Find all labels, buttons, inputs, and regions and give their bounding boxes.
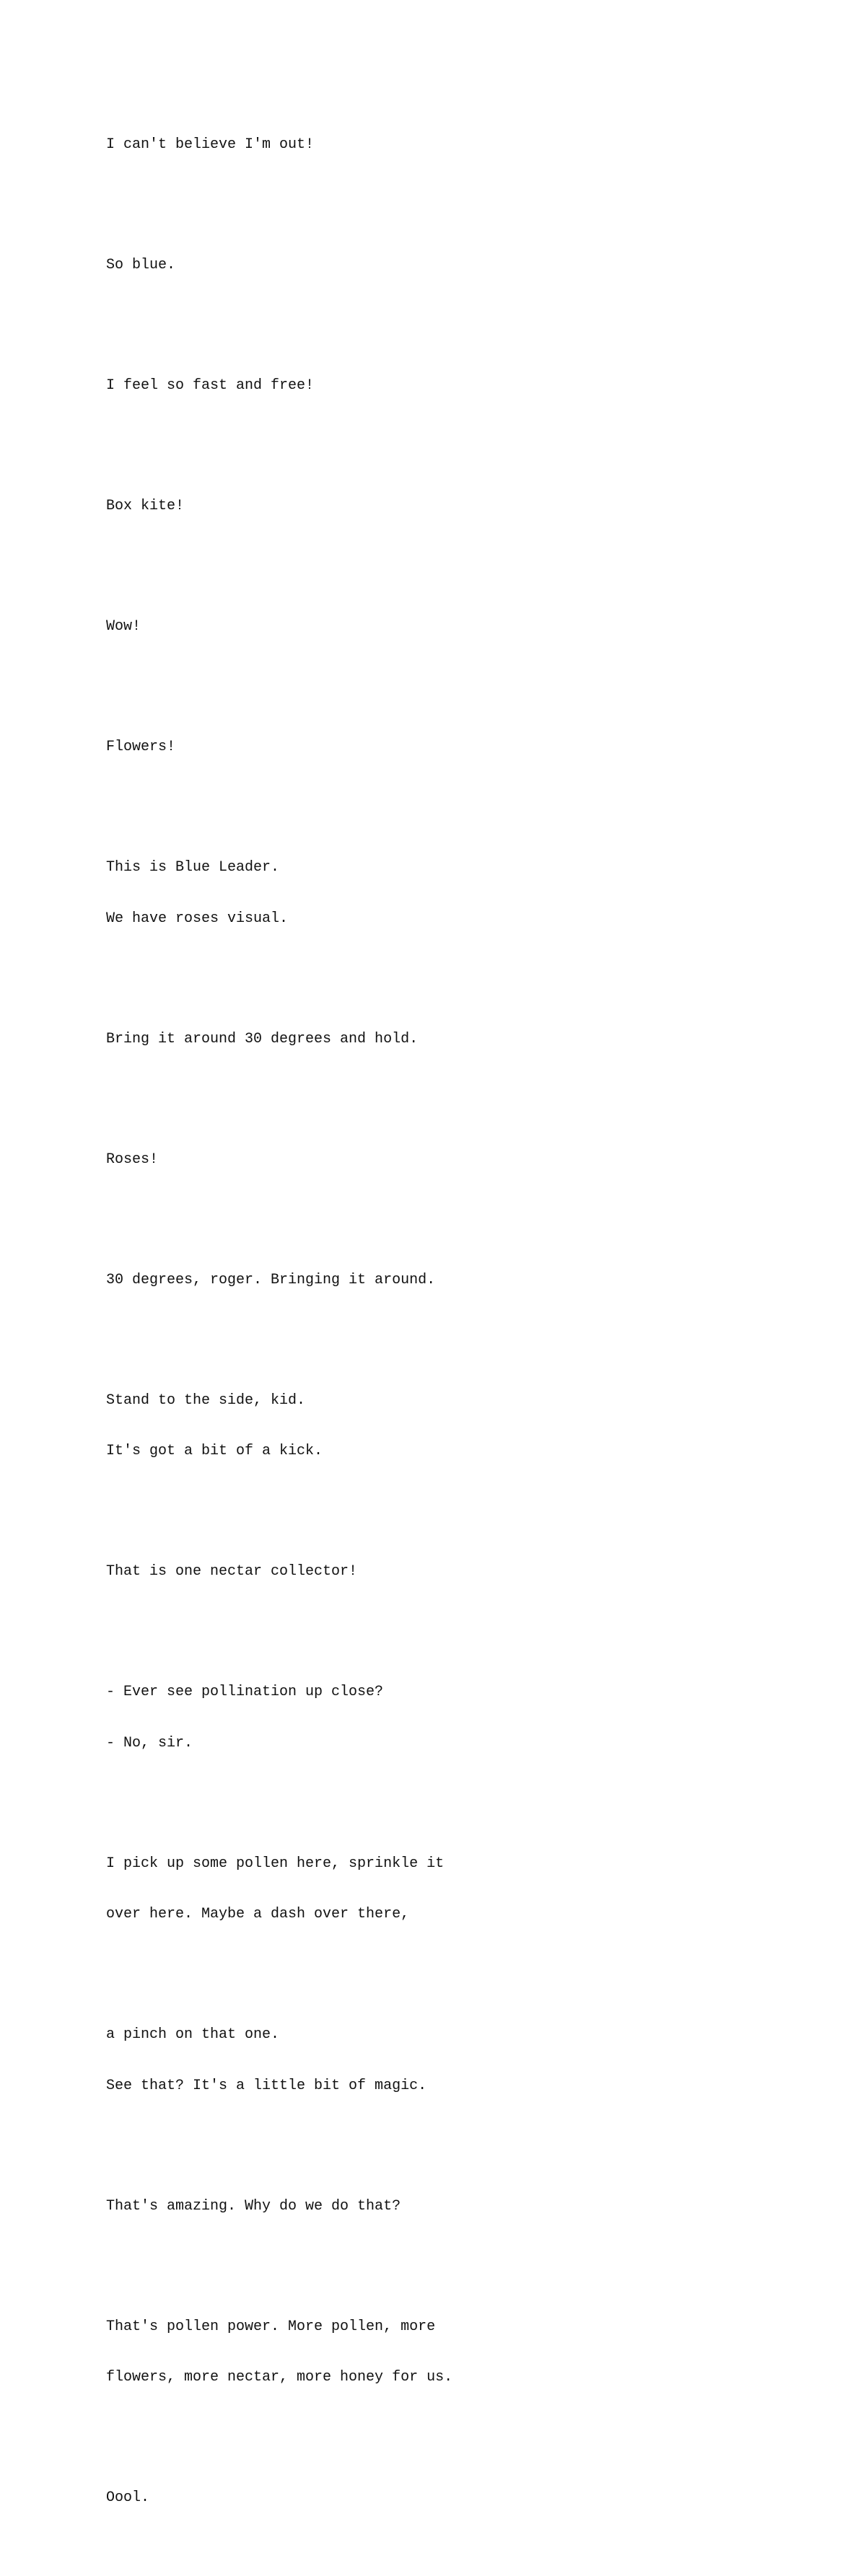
dialogue-line: a pinch on that one. bbox=[106, 2026, 280, 2043]
dialogue-block bbox=[106, 825, 756, 961]
dialogue-line: So blue. bbox=[106, 257, 176, 273]
dialogue-block bbox=[106, 1529, 756, 1614]
dialogue-block bbox=[106, 2285, 756, 2420]
dialogue-block bbox=[106, 1238, 756, 1323]
dialogue-line: That's amazing. Why do we do that? bbox=[106, 2197, 401, 2215]
dialogue-line: - No, sir. bbox=[106, 1734, 193, 1751]
dialogue-line: Flowers! bbox=[106, 739, 176, 755]
dialogue-block bbox=[106, 1992, 756, 2128]
script-text bbox=[106, 102, 756, 2576]
dialogue-line: Oool. bbox=[106, 2489, 150, 2506]
dialogue-line: Box kite! bbox=[106, 498, 185, 514]
dialogue-line: over here. Maybe a dash over there, bbox=[106, 1906, 410, 1922]
dialogue-line: This is Blue Leader. bbox=[106, 859, 280, 876]
dialogue-line: We have roses visual. bbox=[106, 910, 289, 927]
dialogue-block bbox=[106, 464, 756, 549]
dialogue-line: See that? It's a little bit of magic. bbox=[106, 2077, 427, 2094]
dialogue-block bbox=[106, 223, 756, 308]
dialogue-block bbox=[106, 1650, 756, 1785]
dialogue-block bbox=[106, 1821, 756, 1957]
dialogue-line: Bring it around 30 degrees and hold. bbox=[106, 1030, 419, 1047]
dialogue-block bbox=[106, 997, 756, 1082]
dialogue-line: I pick up some pollen here, sprinkle it bbox=[106, 1855, 445, 1872]
dialogue-block bbox=[106, 102, 756, 188]
dialogue-block bbox=[106, 2456, 756, 2541]
dialogue-line: I feel so fast and free! bbox=[106, 377, 315, 394]
dialogue-line: - Ever see pollination up close? bbox=[106, 1684, 384, 1700]
dialogue-line: Roses! bbox=[106, 1151, 159, 1168]
dialogue-block bbox=[106, 584, 756, 669]
dialogue-block bbox=[106, 705, 756, 790]
dialogue-line: 30 degrees, roger. Bringing it around. bbox=[106, 1271, 436, 1288]
dialogue-block bbox=[106, 1358, 756, 1494]
dialogue-line: That's pollen power. More pollen, more bbox=[106, 2318, 436, 2335]
dialogue-line: It's got a bit of a kick. bbox=[106, 1443, 323, 1459]
dialogue-block bbox=[106, 1117, 756, 1203]
dialogue-line: Wow! bbox=[106, 618, 141, 635]
dialogue-block bbox=[106, 343, 756, 428]
dialogue-line: Stand to the side, kid. bbox=[106, 1392, 306, 1409]
dialogue-line: I can't believe I'm out! bbox=[106, 136, 315, 153]
dialogue-line: flowers, more nectar, more honey for us. bbox=[106, 2369, 453, 2386]
dialogue-line: That is one nectar collector! bbox=[106, 1563, 358, 1580]
dialogue-block bbox=[106, 2164, 756, 2249]
